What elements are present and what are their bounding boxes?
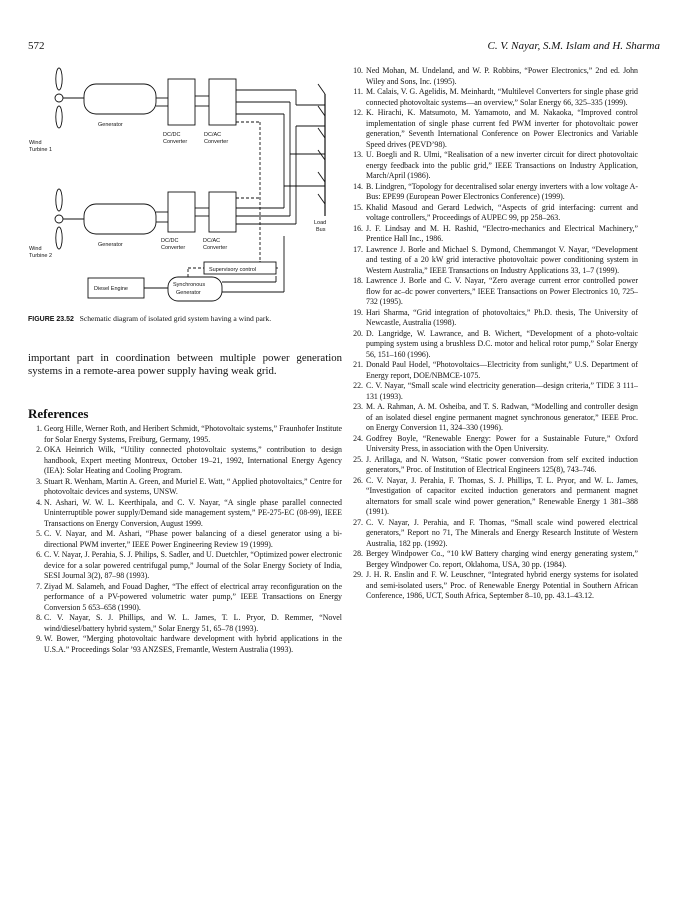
reference-item: [28, 424, 342, 445]
converter-dcac-2-label: Converter: [203, 245, 228, 251]
reference-number: 16.: [353, 223, 363, 233]
generator-2-box: [84, 204, 156, 234]
reference-item: [346, 549, 638, 570]
reference-text: Donald Paul Hodel, “Photovoltaics—Electricity from sunlight,” U.S. Department of Energy report, DOE/NBMCE-1075.: [366, 360, 638, 380]
reference-number: 23.: [353, 402, 363, 411]
reference-text: B. Lindgren, “Topology for decentralised solar energy inverters with a low voltage A-Bus: EPE99 (European Power Electronics Conference) (1999).: [366, 181, 638, 201]
reference-text: Lawrence J. Borle and Michael S. Dymond, Chemmangot V. Nayar, “Development and testing of a 20 kW grid interactive photovoltaic power conditioning system in Western Australia,” IEEE Transactions on Industry Applications 33, 1–7 (1999).: [366, 244, 638, 275]
reference-item: [28, 498, 342, 530]
dcdc-converter-1-box: [168, 79, 195, 125]
generator-2-label: Generator: [98, 242, 123, 248]
dcac-1-label: DC/AC: [204, 132, 222, 138]
bus-label: Bus: [316, 227, 326, 233]
reference-number: 25.: [353, 454, 363, 464]
reference-text: C. V. Nayar, J. Perahia, S. J. Philips, S. Sadler, and U. Duetchler, “Optimized power electronic device for a solar powered centrifugal pump,” Journal of the Solar Energy Society of India, SESI Journal 3(2), 87–98 (1993).: [44, 550, 342, 580]
reference-number: 19.: [353, 307, 363, 317]
reference-text: C. V. Nayar, and M. Ashari, “Phase power balancing of a diesel generator using a bi-directional PWM inverter,” IEEE Power Engineering Review 19 (1999).: [44, 529, 342, 549]
reference-text: J. Arillaga, and N. Watson, “Static power conversion from self excited induction generators,” Proc. of Institution of Electrical Engineers 125(8), 743–746.: [366, 454, 638, 474]
reference-text: Georg Hille, Werner Roth, and Heribert Schmidt, “Photovoltaic systems,” Fraunhofer Institute for Solar Energy Systems, Freiburg, Germany, 1995.: [44, 424, 342, 444]
reference-item: [28, 613, 342, 634]
reference-text: C. V. Nayar, J. Perahia, F. Thomas, S. J. Phillips, T. L. Pryor, and W. L. James, “Investigation of capacitor excited induction generators and permanent magnet alternators for small scale wind power generation,” Renewable Energy 1 381–388 (1991).: [366, 475, 638, 516]
reference-item: [28, 477, 342, 498]
reference-item: [346, 360, 638, 381]
reference-text: Ned Mohan, M. Undeland, and W. P. Robbins, “Power Electronics,” 2nd ed. John Wiley and Sons, Inc. (1995).: [366, 66, 638, 86]
reference-text: J. F. Lindsay and M. H. Rashid, “Electro-mechanics and Electrical Machinery,” Prentice Hall Inc., 1986.: [366, 223, 638, 243]
synchronous-generator-box: [168, 277, 222, 301]
reference-item: [346, 476, 638, 518]
reference-text: C. V. Nayar, J. Perahia, and F. Thomas, “Small scale wind powered electrical generators,” Report no 71, The Minerals and Energy Research Institute of Western Australia, 182 pp. (1992).: [366, 517, 638, 548]
reference-number: 20.: [353, 328, 363, 338]
reference-item: [346, 455, 638, 476]
converter-dcdc-1-label: Converter: [163, 139, 188, 145]
reference-number: 10.: [353, 66, 363, 75]
reference-item: [346, 518, 638, 550]
reference-item: [346, 329, 638, 361]
reference-number: 26.: [353, 475, 363, 485]
reference-number: 13.: [353, 150, 363, 159]
reference-text: C. V. Nayar, “Small scale wind electricity generation—design criteria,” TIDE 3 111–131 (1993).: [366, 381, 638, 401]
reference-number: 9.: [36, 634, 42, 643]
reference-text: Godfrey Boyle, “Renewable Energy: Power for a Sustainable Future,” Oxford University Press, in association with the Open University.: [366, 433, 638, 453]
reference-number: 7.: [36, 581, 42, 591]
reference-text: Bergey Windpower Co., “10 kW Battery charging wind energy generating system,” Bergey Windpower Co. report, Oklahoma, USA, 30 pp. (1984).: [366, 549, 638, 569]
turbine-2-label-a: Wind: [29, 246, 42, 252]
dcac-2-label: DC/AC: [203, 238, 221, 244]
reference-item: [28, 634, 342, 655]
reference-text: Lawrence J. Borle and C. V. Nayar, “Zero average current error controlled power flow for ac–dc power converters,” IEEE Transactions on Power Electronics 10, 725–732 (1995).: [366, 276, 638, 306]
reference-number: 29.: [353, 570, 363, 579]
running-title: C. V. Nayar, S.M. Islam and H. Sharma: [487, 40, 660, 52]
reference-number: 24.: [353, 433, 363, 443]
reference-item: [28, 582, 342, 614]
reference-item: [346, 224, 638, 245]
reference-text: W. Bower, “Merging photovoltaic hardware development with hybrid applications in the U.S.A.” Proceedings Solar ’93 ANZSES, Fremantle, Western Australia (1993).: [44, 634, 342, 654]
reference-text: U. Boegli and R. Ulmi, “Realisation of a new inverter circuit for direct photovoltaic energy feedback into the public grid,” IEEE Transactions on Industry Application, March/April (1986).: [366, 150, 638, 180]
wind-park-schematic: [28, 66, 340, 314]
reference-number: 3.: [36, 476, 42, 486]
reference-item: [28, 550, 342, 582]
reference-item: [28, 445, 342, 477]
reference-text: M. Calais, V. G. Agelidis, M. Meinhardt, “Multilevel Converters for single phase grid connected photovoltaic systems—an overview,” Solar Energy 66, 325–335 (1999).: [366, 87, 638, 107]
reference-text: K. Hirachi, K. Matsumoto, M. Yamamoto, and M. Nakaoka, “Improved control implementation of single phase current fed PWM inverter for photovoltaic power generation,” Seventh International Conference on Power Electronics and Variable Speed drives (PEVD’98).: [366, 108, 638, 149]
reference-text: Ziyad M. Salameh, and Fouad Dagher, “The effect of electrical array reconfiguration on the performance of a PV-powered volumetric water pump,” IEEE Transactions on Energy Conversion 5 653–658 (1990).: [44, 581, 342, 612]
reference-item: [346, 570, 638, 602]
converter-dcdc-2-label: Converter: [161, 245, 186, 251]
reference-item: [28, 529, 342, 550]
reference-text: OKA Heinrich Wilk, “Utility connected photovoltaic systems,” contribution to design handbook, Expert meeting Montreux, October 19–21, 1992, International Energy Agency (IEA): Solar Heating and Cooling Program.: [44, 445, 342, 475]
reference-item: [346, 245, 638, 277]
reference-number: 4.: [36, 497, 42, 507]
wind-turbine-1-icon: [55, 68, 63, 128]
reference-text: Stuart R. Wenham, Martin A. Green, and Muriel E. Watt, “ Applied photovoltaics,” Centre for photovoltaic devices and systems, UNSW.: [44, 476, 342, 496]
reference-number: 21.: [353, 360, 363, 369]
reference-text: N. Ashari, W. W. L. Keerthipala, and C. V. Nayar, “A single phase parallel connected Uninterruptible power supply/Demand side management system,” PE-275-EC (08-99), IEEE Transactions on Energy Conversion, August 1999.: [44, 497, 342, 528]
reference-number: 5.: [36, 529, 42, 538]
figure-caption: [28, 314, 344, 325]
reference-number: 8.: [36, 613, 42, 622]
supervisory-label: Supervisory control: [209, 267, 257, 273]
reference-item: [346, 66, 638, 87]
reference-item: [346, 87, 638, 108]
reference-item: [346, 203, 638, 224]
reference-number: 1.: [36, 424, 42, 433]
figure-caption-label: FIGURE 23.52: [28, 316, 74, 323]
sync-label-b: Generator: [176, 290, 201, 296]
reference-number: 28.: [353, 549, 363, 558]
wind-turbine-2-icon: [55, 189, 63, 249]
references-left-column: [28, 424, 342, 655]
reference-item: [346, 434, 638, 455]
reference-number: 22.: [353, 381, 363, 390]
sync-label-a: Synchronous: [173, 282, 206, 288]
reference-item: [346, 182, 638, 203]
reference-number: 11.: [353, 87, 363, 96]
reference-number: 6.: [36, 550, 42, 559]
generator-1-box: [84, 84, 156, 114]
turbine-2-label-b: Turbine 2: [29, 253, 53, 259]
reference-text: M. A. Rahman, A. M. Osheiba, and T. S. Radwan, “Modelling and controller design of an isolated diesel engine permanent magnet synchronous generator,” IEEE Proc. on Energy Conversion 11, 324–330 (1996).: [366, 402, 638, 432]
reference-item: [346, 308, 638, 329]
body-paragraph: important part in coordination between multiple power generation systems in a remote-area power supply having weak grid.: [28, 352, 342, 378]
reference-number: 17.: [353, 244, 363, 254]
reference-text: D. Langridge, W. Lawrance, and B. Wichert, “Development of a photo-voltaic pumping system using a brushless D.C. motor and helical rotor pump,” Solar Energy 56, 151–160 (1996).: [366, 328, 638, 359]
reference-number: 14.: [353, 181, 363, 191]
reference-number: 18.: [353, 276, 363, 285]
dcdc-2-label: DC/DC: [161, 238, 179, 244]
reference-text: C. V. Nayar, S. J. Phillips, and W. L. James, T. L. Pryor, D. Remmer, “Novel wind/diesel/battery hybrid system,” Solar Energy 51, 65–78 (1993).: [44, 613, 342, 633]
references-heading: References: [28, 406, 89, 421]
dcac-converter-1-box: [209, 79, 236, 125]
reference-text: Hari Sharma, “Grid integration of photovoltaics,” Ph.D. thesis, The University of Newcastle, Australia (1998).: [366, 307, 638, 327]
reference-item: [346, 108, 638, 150]
turbine-1-label-a: Wind: [29, 140, 42, 146]
dcdc-1-label: DC/DC: [163, 132, 181, 138]
dcdc-converter-2-box: [168, 192, 195, 232]
reference-item: [346, 150, 638, 182]
generator-1-label: Generator: [98, 122, 123, 128]
reference-number: 15.: [353, 202, 363, 212]
diesel-label: Diesel Engine: [94, 286, 128, 292]
reference-number: 27.: [353, 517, 363, 527]
reference-text: Khalid Masoud and Gerard Ledwich, “Aspects of grid interfacing: current and voltage controllers,” Proceedings of AUPEC 99, pp 258–263.: [366, 202, 638, 222]
load-label: Load: [314, 220, 327, 226]
reference-item: [346, 276, 638, 308]
reference-item: [346, 381, 638, 402]
converter-dcac-1-label: Converter: [204, 139, 229, 145]
page-number: 572: [28, 40, 45, 52]
references-right-column: [346, 66, 638, 602]
turbine-1-label-b: Turbine 1: [29, 147, 53, 153]
reference-number: 12.: [353, 108, 363, 117]
figure-caption-text: Schematic diagram of isolated grid system having a wind park.: [79, 314, 272, 323]
reference-number: 2.: [36, 445, 42, 454]
reference-item: [346, 402, 638, 434]
reference-text: J. H. R. Enslin and F. W. Leuschner, “Integrated hybrid energy systems for isolated and semi-isolated users,” Proc. of Renewable Energy Potential in Southern African Conference, 1986, UCT, South Africa, September 8–10, pp. 43.1–43.12.: [366, 570, 638, 600]
dcac-converter-2-box: [209, 192, 236, 232]
